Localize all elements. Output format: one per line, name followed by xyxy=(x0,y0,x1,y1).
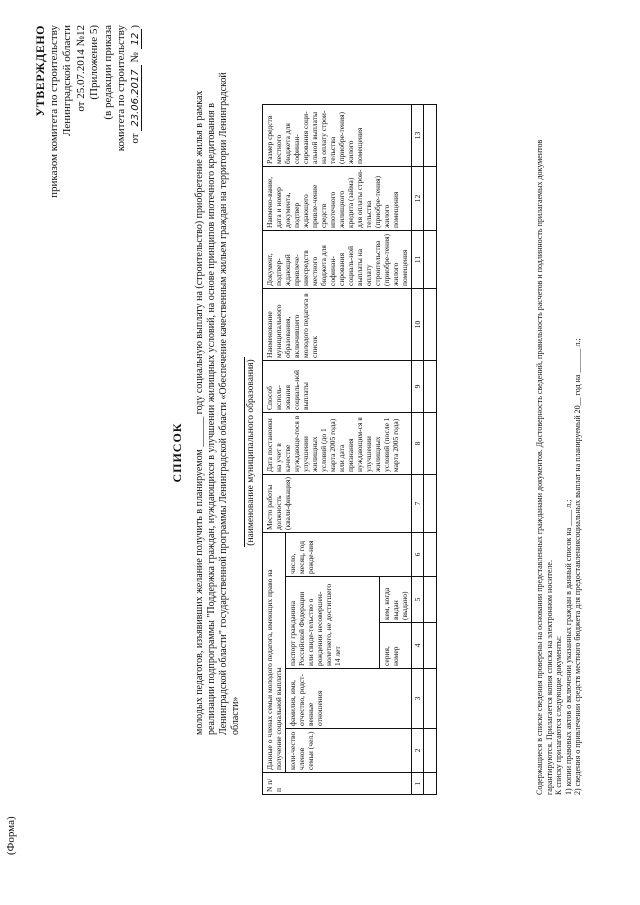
col-number: 7 xyxy=(412,474,424,532)
document-title: СПИСОК xyxy=(170,422,184,483)
table-header-row xyxy=(263,104,286,794)
col-birth-header: число, месяц, год рожде-ния xyxy=(286,532,412,576)
col-family-group-header: Данные о членах семьи молодого педагога, имеющих право на получение социальной выплаты xyxy=(263,532,286,772)
col-date-queue-header: Дата постановки на учет в качестве нуждающе-гося в улучшении жилищных условий (до 1 марта 2005 года) или дата признания нуждающим-ся в улучшении жилищных условий (после 1 марта 2005 года) xyxy=(263,412,412,474)
col-name-header: фамилия, имя, отчество, родст-венные отношения xyxy=(286,669,412,729)
col-issued-header: кем, когда выдан (выдано) xyxy=(380,577,412,623)
number-prefix: № xyxy=(128,52,141,63)
col-number: 12 xyxy=(412,166,424,230)
col-number: 6 xyxy=(412,532,424,576)
lead-paragraph: молодых педагогов, изъявивших желание получить в планируемом ______ году социальную выплату на (строительство) приобретение жилья в рамках реализации подпрограммы "Поддержка граждан, нуждающихся в улучшении жилищных условий, на основе принципов ипотечного кредитования в Ленинградской области" государственной программы Ленинградской области «Обеспечение качественным жильем граждан на территории Ленинградской области» xyxy=(194,72,241,735)
approval-heading: УТВЕРЖДЕНО xyxy=(33,25,47,117)
col-number: 1 xyxy=(412,773,424,795)
table-number-row xyxy=(412,104,424,794)
col-number: 2 xyxy=(412,729,424,773)
col-num-header: N п/п xyxy=(263,773,412,795)
col-credit-header: Наимено-вание, дата и номер документа, подтвер ждающего привле-чение средств ипотечного жилищного кредита (займа) для оплаты строи-тельства (приобре-тения) жилого помещения xyxy=(263,166,412,230)
col-number: 4 xyxy=(412,623,424,669)
note-paragraph: 1) копии правовых актов о включении указанных граждан в данный список на ____ л.; xyxy=(563,499,573,795)
approval-stamp xyxy=(34,25,142,265)
approval-line: Ленинградской области xyxy=(61,25,73,136)
col-number: 11 xyxy=(412,230,424,288)
municipality-caption-block xyxy=(244,0,256,905)
approval-line: от 25.07.2014 №12 xyxy=(74,25,87,112)
form-label: (Форма) xyxy=(5,816,17,855)
handwritten-number: 12 xyxy=(130,29,142,50)
col-work-header: Место работы должность (квали-фикация) xyxy=(263,474,412,532)
col-number: 9 xyxy=(412,360,424,412)
col-size-header: Размер средств местного бюджета для софинан-сирования соци-альной выплаты на оплату строи-тельства (приобре-тения) жилого помещения xyxy=(263,104,412,166)
col-number: 13 xyxy=(412,104,424,166)
approval-date-line: от 23.06.2017 № 12) xyxy=(128,25,141,144)
col-number: 10 xyxy=(412,288,424,360)
col-method-header: Способ исполь-зования социаль-ной выплаты xyxy=(263,360,412,412)
approval-line: комитета по строительству xyxy=(115,25,127,152)
municipality-caption: (наименование муниципального образования) xyxy=(246,359,256,546)
col-number: 8 xyxy=(412,412,424,474)
note-paragraph: Содержащиеся в списке сведения проверены на основании представленных гражданами документов. Достоверность сведений, правильность расчетов и подлинность прилагаемых документов гарантируются. Прилагается копия списка на электронном носителе. xyxy=(535,139,554,795)
note-paragraph: 2) сведения о привлечении средств местного бюджета для предоставлениясоциальных выплат на планируемый 20__ год на ______ л.; xyxy=(573,338,583,795)
col-funds-header: Документ, подтвер-ждающий привлече-ниесредств местного бюджета для софинан-сирования социаль-ной выплаты на оплату строительства (приобре-тения) жилого помещения xyxy=(263,230,412,288)
note-paragraph: К списку прилагаются следующие документы: xyxy=(554,635,564,795)
handwritten-date: 23.06.2017 xyxy=(130,65,142,130)
table-row-empty xyxy=(424,104,437,794)
applicants-table xyxy=(262,104,437,795)
approval-line: (Приложение 5) xyxy=(88,25,100,100)
approval-line: приказом комитета по строительству xyxy=(47,25,60,198)
col-org-header: Наименование муниципального образования, включившего молодого педагога в список xyxy=(263,288,412,360)
date-prefix: от xyxy=(128,133,141,144)
approval-line: (в редакции приказа xyxy=(101,25,114,120)
notes-block xyxy=(535,95,583,795)
col-number: 5 xyxy=(412,577,424,623)
col-count-header: коли-чество членов семьи (чел.) xyxy=(286,729,412,773)
col-number: 3 xyxy=(412,669,424,729)
col-series-header: серия, номер xyxy=(380,623,412,669)
col-doc-group-header: паспорт гражданина Российской Федерации или свиде-тельство о рождении несовершен-нолетнего, не достигшего 14 лет xyxy=(286,577,380,669)
